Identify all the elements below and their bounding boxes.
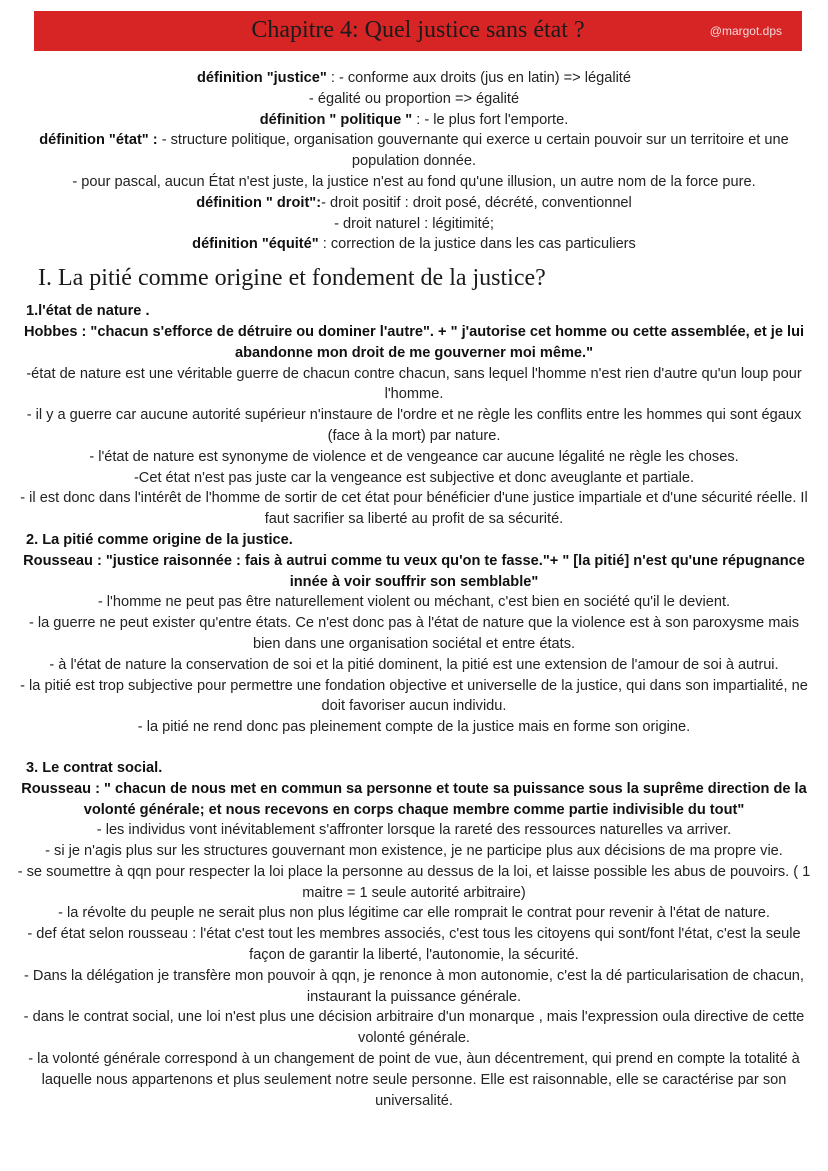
bullet-point: - se soumettre à qqn pour respecter la loi place la personne au dessus de la loi, et laisse possible les abus de pouvoirs. ( 1 maitre = 1 seule autorité arbitraire) — [17, 863, 811, 901]
subsection-heading: 1.l'état de nature . — [26, 303, 150, 320]
section-title: I. La pitié comme origine et fondement de la justice? — [38, 265, 546, 292]
author-handle: @margot.dps — [709, 24, 782, 38]
bullet-point: - def état selon rousseau : l'état c'est tout les membres associés, c'est tous les citoyens qui sont/font l'état, c'est la seule façon de garantir la liberté, l'autonomie, la sécurité. — [27, 926, 801, 964]
bullet-point: - il est donc dans l'intérêt de l'homme de sortir de cet état pour bénéficier d'une justice impartiale et d'une sécurité réelle. Il faut sacrifier sa liberté au profit de sa sécurité. — [20, 490, 808, 528]
bullet-point: - la guerre ne peut exister qu'entre états. Ce n'est donc pas à l'état de nature que la violence est à son paroxysme mais bien dans une organisation sociétal et entre états. — [28, 615, 800, 652]
definitions-block — [16, 68, 812, 255]
bullet-point: -état de nature est une véritable guerre de chacun contre chacun, sans lequel l'homme n'est rien d'autre qu'un loup pour l'homme. — [26, 365, 802, 403]
bullet-point: - l'homme ne peut pas être naturellement violent ou méchant, c'est bien en société qu'il le devient. — [97, 594, 731, 611]
bullet-point: - dans le contrat social, une loi n'est plus une décision arbitraire d'un monarque , mais l'expression oula directive de cette volonté générale. — [23, 1009, 805, 1047]
bullet-point: - si je n'agis plus sur les structures gouvernant mon existence, je ne participe plus aux décisions de ma propre vie. — [45, 843, 783, 860]
bullet-point: - la révolte du peuple ne serait plus non plus légitime car elle romprait le contrat pour revenir à l'état de nature. — [58, 905, 770, 922]
definition-line: définition "justice" : - conforme aux droits (jus en latin) => légalité — [197, 70, 631, 86]
subsection-heading: 2. La pitié comme origine de la justice. — [26, 531, 293, 548]
definition-line: définition "état" : - structure politique, organisation gouvernante qui exerce u certain pouvoir sur un territoire et une population donnée. — [39, 132, 789, 170]
definition-line: définition " politique " : - le plus fort l'emporte. — [259, 111, 569, 128]
quote: Rousseau : " chacun de nous met en commun sa personne et toute sa puissance sous la suprême direction de la volonté générale; et nous recevons en corps chaque membre comme partie indivisible du tout" — [21, 780, 807, 818]
subsection-heading: 3. Le contrat social. — [26, 759, 163, 776]
bullet-point: - la pitié ne rend donc pas pleinement compte de la justice mais en forme son origine. — [137, 719, 691, 736]
quote: Hobbes : "chacun s'efforce de détruire ou dominer l'autre". + " j'autorise cet homme ou cette assemblée, et je lui abandonne mon droit de me gouverner moi même." — [23, 323, 805, 361]
quote: Rousseau : "justice raisonnée : fais à autrui comme tu veux qu'on te fasse."+ " [la pitié] n'est qu'une répugnance innée à voir souffrir son semblable" — [23, 552, 805, 590]
definition-line: définition "équité" : correction de la justice dans les cas particuliers — [192, 236, 636, 253]
definition-line: définition " droit":- droit positif : droit posé, décrété, conventionnel — [196, 194, 632, 211]
document-body — [16, 68, 812, 1111]
bullet-point: -Cet état n'est pas juste car la vengeance est subjective et donc aveuglante et partiale. — [133, 469, 695, 486]
bullet-point: - les individus vont inévitablement s'affronter lorsque la rareté des ressources naturelles va arriver. — [96, 822, 732, 839]
page-title: Chapitre 4: Quel justice sans état ? — [251, 17, 585, 43]
bullet-point: - il y a guerre car aucune autorité supérieur n'instaure de l'ordre et ne règle les conflits entre les hommes qui sont égaux (face à la mort) par nature. — [26, 407, 802, 444]
bullet-point: - à l'état de nature la conservation de soi et la pitié dominent, la pitié est une extension de l'amour de soi à autrui. — [49, 656, 779, 673]
spacer — [16, 738, 812, 758]
definition-line: - droit naturel : légitimité; — [334, 215, 494, 232]
bullet-point: - la pitié est trop subjective pour permettre une fondation objective et universelle de la justice, qui dans son impartialité, ne doit favoriser aucun individu. — [20, 677, 808, 715]
bullet-point: - Dans la délégation je transfère mon pouvoir à qqn, je renonce à mon autonomie, c'est la dé particularisation de chacun, instaurant la puissance générale. — [24, 967, 804, 1005]
bullet-point: - l'état de nature est synonyme de violence et de vengeance car aucune légalité ne règle les choses. — [89, 448, 739, 465]
bullet-point: - la volonté générale correspond à un changement de point de vue, àun décentrement, qui prend en compte la totalité à laquelle nous appartenons et plus seulement notre seule personne. Elle est raisonnable, elle se caractérise par son universalité. — [28, 1051, 800, 1109]
definition-line: - égalité ou proportion => égalité — [308, 90, 520, 107]
definition-line: - pour pascal, aucun État n'est juste, la justice n'est au fond qu'une illusion, un autre nom de la force pure. — [72, 173, 756, 190]
title-banner — [34, 11, 802, 51]
